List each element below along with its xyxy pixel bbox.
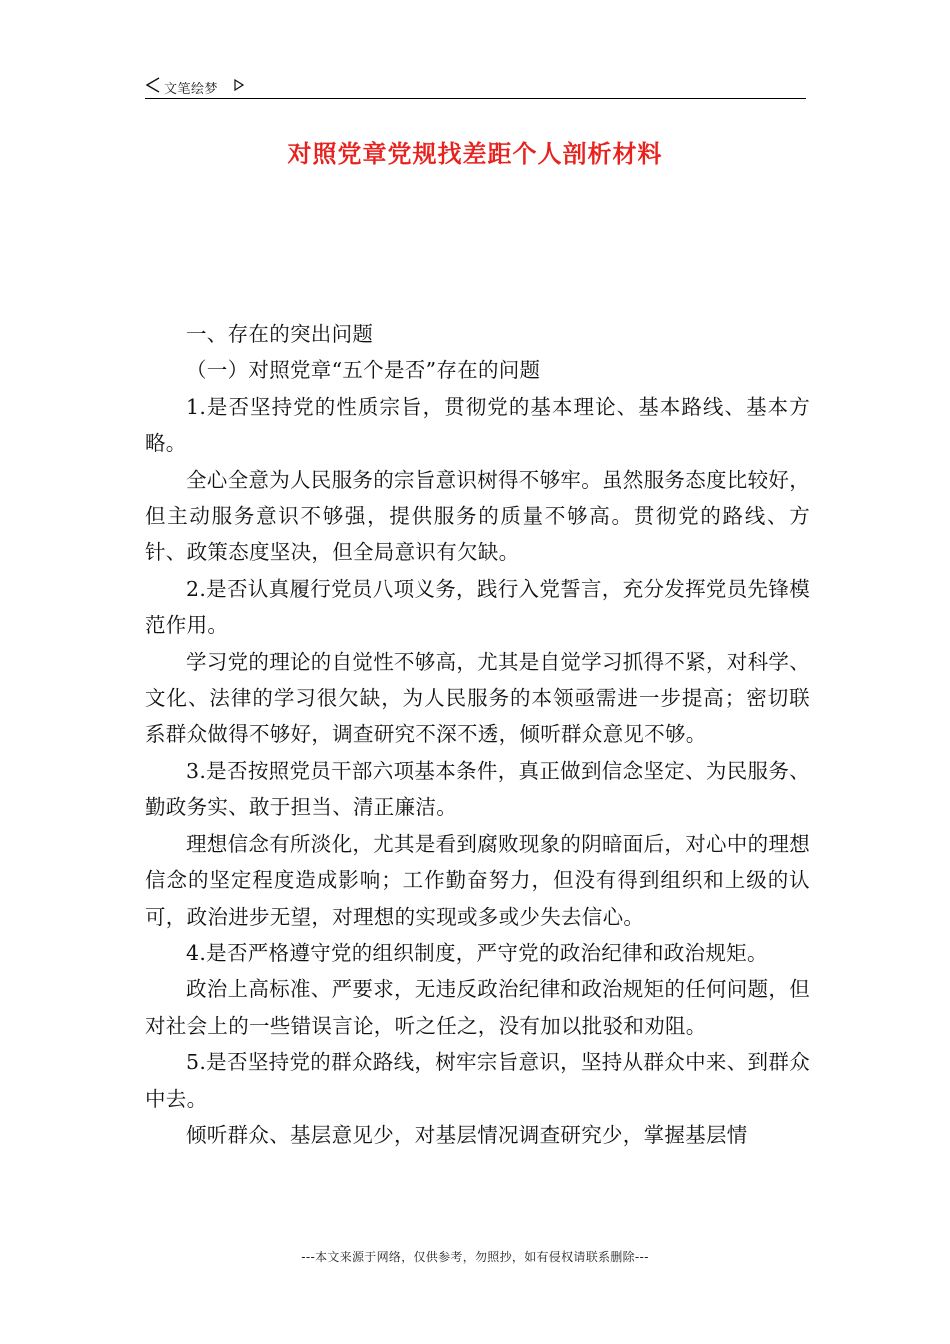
triangle-right-icon <box>234 79 244 91</box>
section-heading: 一、存在的突出问题 <box>186 322 374 346</box>
question-item: 2.是否认真履行党员八项义务，践行入党誓言，充分发挥党员先锋模范作用。 <box>145 576 810 638</box>
question-item: 4.是否严格遵守党的组织制度，严守党的政治纪律和政治规矩。 <box>186 940 768 965</box>
triangle-left-icon <box>145 77 161 93</box>
answer-paragraph: 倾听群众、基层意见少，对基层情况调查研究少，掌握基层情 <box>186 1122 748 1147</box>
answer-paragraph: 理想信念有所淡化，尤其是看到腐败现象的阴暗面后，对心中的理想信念的坚定程度造成影响；工作勤奋努力，但没有得到组织和上级的认可，政治进步无望，对理想的实现或多或少失去信心。 <box>145 831 810 929</box>
footer-disclaimer: ---本文来源于网络，仅供参考，勿照抄，如有侵权请联系删除--- <box>301 1250 649 1264</box>
question-item: 5.是否坚持党的群众路线，树牢宗旨意识，坚持从群众中来、到群众中去。 <box>145 1050 810 1111</box>
page-header <box>145 76 806 99</box>
question-item: 1.是否坚持党的性质宗旨，贯彻党的基本理论、基本路线、基本方略。 <box>145 394 810 456</box>
question-item: 3.是否按照党员干部六项基本条件，真正做到信念坚定、为民服务、勤政务实、敢于担当、清正廉洁。 <box>145 758 810 820</box>
header-title: 文笔绘梦 <box>164 82 219 97</box>
document-title: 对照党章党规找差距个人剖析材料 <box>287 139 663 168</box>
answer-paragraph: 全心全意为人民服务的宗旨意识树得不够牢。虽然服务态度比较好，但主动服务意识不够强，提供服务的质量不够高。贯彻党的路线、方针、政策态度坚决，但全局意识有欠缺。 <box>145 467 810 565</box>
answer-paragraph: 学习党的理论的自觉性不够高，尤其是自觉学习抓得不紧，对科学、文化、法律的学习很欠缺，为人民服务的本领亟需进一步提高；密切联系群众做得不够好，调查研究不深不透，倾听群众意见不够。 <box>145 649 810 747</box>
document-body <box>145 316 810 1153</box>
answer-paragraph: 政治上高标准、严要求，无违反政治纪律和政治规矩的任何问题，但对社会上的一些错误言论，听之任之，没有加以批驳和劝阻。 <box>145 977 810 1038</box>
subsection-heading: （一）对照党章“五个是否”存在的问题 <box>186 358 541 383</box>
